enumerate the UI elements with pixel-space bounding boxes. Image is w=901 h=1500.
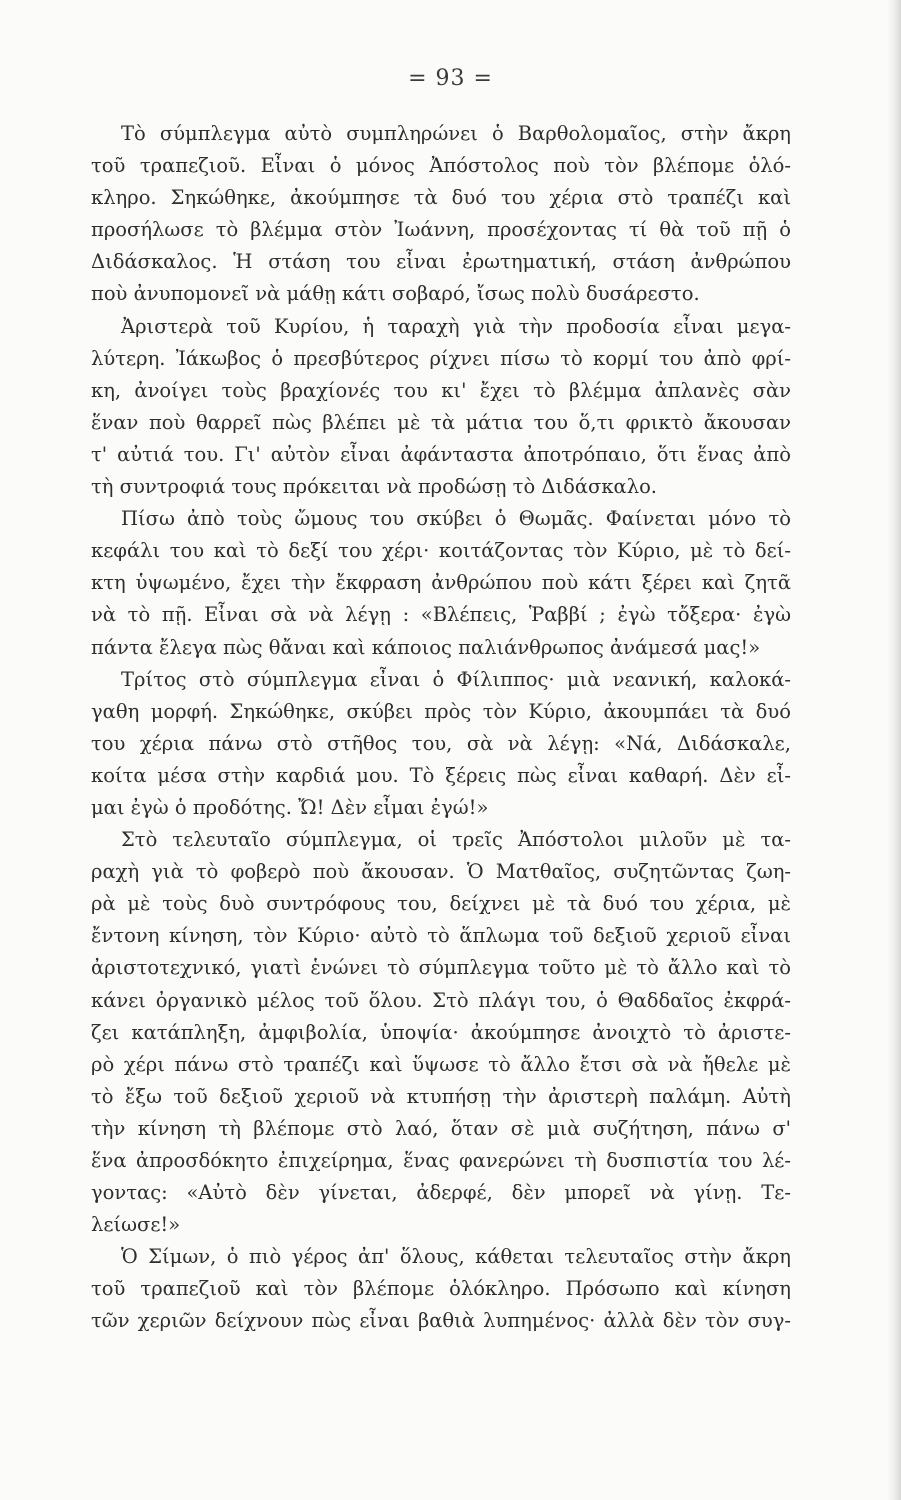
text-line-paragraph-start: Στὸ τελευταῖο σύμπλεγμα, οἱ τρεῖς Ἀπόστολοι μιλοῦν μὲ τα- <box>121 828 791 852</box>
text-line: προσήλωσε τὸ βλέμμα στὸν Ἰωάννη, προσέχοντας τί θὰ τοῦ πῇ ὁ <box>91 218 791 242</box>
text-line: τὸ ἔξω τοῦ δεξιοῦ χεριοῦ νὰ κτυπήσῃ τὴν ἀριστερὴ παλάμη. Αὐτὴ <box>91 1084 791 1108</box>
text-line: κληρο. Σηκώθηκε, ἀκούμπησε τὰ δυό του χέρια στὸ τραπέζι καὶ <box>91 186 791 210</box>
text-line: γοντας: «Αὐτὸ δὲν γίνεται, ἀδερφέ, δὲν μπορεῖ νὰ γίνῃ. Τε- <box>91 1181 791 1205</box>
text-line: νὰ τὸ πῇ. Εἶναι σὰ νὰ λέγῃ : «Βλέπεις, Ῥαββί ; ἐγὼ τὄξερα· ἐγὼ <box>91 603 791 627</box>
text-line: ἕνα ἀπροσδόκητο ἐπιχείρημα, ἕνας φανερώνει τὴ δυσπιστία του λέ- <box>91 1149 791 1172</box>
text-line: τὴ συντροφιά τους πρόκειται νὰ προδώσῃ τὸ Διδάσκαλο. <box>91 475 658 499</box>
text-line: τοῦ τραπεζιοῦ καὶ τὸν βλέπομε ὁλόκληρο. Πρόσωπο καὶ κίνηση <box>91 1277 791 1301</box>
text-line: ἀριστοτεχνικό, γιατὶ ἑνώνει τὸ σύμπλεγμα τοῦτο μὲ τὸ ἄλλο καὶ τὸ <box>91 956 791 980</box>
text-line: λείωσε!» <box>91 1213 181 1237</box>
text-line: μαι ἐγὼ ὁ προδότης. Ὤ! Δὲν εἶμαι ἐγώ!» <box>91 795 489 819</box>
text-line: Διδάσκαλος. Ἡ στάση του εἶναι ἐρωτηματική, στάση ἀνθρώπου <box>91 250 791 274</box>
text-line: τὴν κίνηση τὴ βλέπομε στὸ λαό, ὅταν σὲ μιὰ συζήτηση, πάνω σ' <box>91 1116 791 1140</box>
page-edge-shadow <box>887 0 901 1500</box>
text-line: πάντα ἔλεγα πὼς θἄναι καὶ κάποιος παλιάνθρωπος ἀνάμεσά μας!» <box>91 635 761 659</box>
text-line-paragraph-start: Ὁ Σίμων, ὁ πιὸ γέρος ἀπ' ὅλους, κάθεται τελευταῖος στὴν ἄκρη <box>121 1245 791 1269</box>
text-line: ποὺ ἀνυπομονεῖ νὰ μάθῃ κάτι σοβαρό, ἴσως πολὺ δυσάρεστο. <box>91 282 700 306</box>
text-line: κτη ὑψωμένο, ἔχει τὴν ἔκφραση ἀνθρώπου ποὺ κάτι ξέρει καὶ ζητᾶ <box>91 571 791 595</box>
text-line: τοῦ τραπεζιοῦ. Εἶναι ὁ μόνος Ἀπόστολος ποὺ τὸν βλέπομε ὁλό- <box>91 154 791 178</box>
text-line: λύτερη. Ἰάκωβος ὁ πρεσβύτερος ρίχνει πίσω τὸ κορμί του ἀπὸ φρί- <box>91 346 791 370</box>
text-line-paragraph-start: Τρίτος στὸ σύμπλεγμα εἶναι ὁ Φίλιππος· μιὰ νεανική, καλοκά- <box>121 667 791 691</box>
text-line: ἕναν ποὺ θαρρεῖ πὼς βλέπει μὲ τὰ μάτια του ὅ,τι φρικτὸ ἄκουσαν <box>91 410 791 434</box>
text-line: κεφάλι του καὶ τὸ δεξί του χέρι· κοιτάζοντας τὸν Κύριο, μὲ τὸ δεί- <box>91 539 791 563</box>
text-line: ζει κατάπληξη, ἀμφιβολία, ὑποψία· ἀκούμπησε ἀνοιχτὸ τὸ ἀριστε- <box>91 1020 791 1044</box>
body-text <box>91 118 791 1338</box>
text-line: κάνει ὀργανικὸ μέλος τοῦ ὅλου. Στὸ πλάγι του, ὁ Θαδδαῖος ἐκφρά- <box>91 988 791 1012</box>
page-number: = 93 = <box>408 66 493 91</box>
text-line: του χέρια πάνω στὸ στῆθος του, σὰ νὰ λέγῃ: «Νά, Διδάσκαλε, <box>91 731 791 755</box>
text-line-paragraph-start: Ἀριστερὰ τοῦ Κυρίου, ἡ ταραχὴ γιὰ τὴν προδοσία εἶναι μεγα- <box>121 314 791 338</box>
text-line: ραχὴ γιὰ τὸ φοβερὸ ποὺ ἄκουσαν. Ὁ Ματθαῖος, συζητῶντας ζωη- <box>91 860 791 884</box>
text-line: ρὰ μὲ τοὺς δυὸ συντρόφους του, δείχνει μὲ τὰ δυό του χέρια, μὲ <box>91 892 791 916</box>
text-line: κη, ἀνοίγει τοὺς βραχίονές του κι' ἔχει τὸ βλέμμα ἀπλανὲς σὰν <box>91 378 791 402</box>
text-line: τῶν χεριῶν δείχνουν πὼς εἶναι βαθιὰ λυπημένος· ἀλλὰ δὲν τὸν συγ- <box>91 1309 791 1333</box>
text-line-paragraph-start: Πίσω ἀπὸ τοὺς ὤμους του σκύβει ὁ Θωμᾶς. Φαίνεται μόνο τὸ <box>121 507 791 531</box>
text-line: γαθη μορφή. Σηκώθηκε, σκύβει πρὸς τὸν Κύριο, ἀκουμπάει τὰ δυό <box>91 699 791 723</box>
text-line-paragraph-start: Τὸ σύμπλεγμα αὐτὸ συμπληρώνει ὁ Βαρθολομαῖος, στὴν ἄκρη <box>121 122 791 145</box>
text-line: ρὸ χέρι πάνω στὸ τραπέζι καὶ ὕψωσε τὸ ἄλλο ἔτσι σὰ νὰ ἤθελε μὲ <box>91 1052 791 1076</box>
text-line: κοίτα μέσα στὴν καρδιά μου. Τὸ ξέρεις πὼς εἶναι καθαρή. Δὲν εἶ- <box>91 763 791 787</box>
text-line: ἔντονη κίνηση, τὸν Κύριο· αὐτὸ τὸ ἅπλωμα τοῦ δεξιοῦ χεριοῦ εἶναι <box>91 924 791 948</box>
text-line: τ' αὐτιά του. Γι' αὐτὸν εἶναι ἀφάνταστα ἀποτρόπαιο, ὅτι ἕνας ἀπὸ <box>91 442 791 466</box>
